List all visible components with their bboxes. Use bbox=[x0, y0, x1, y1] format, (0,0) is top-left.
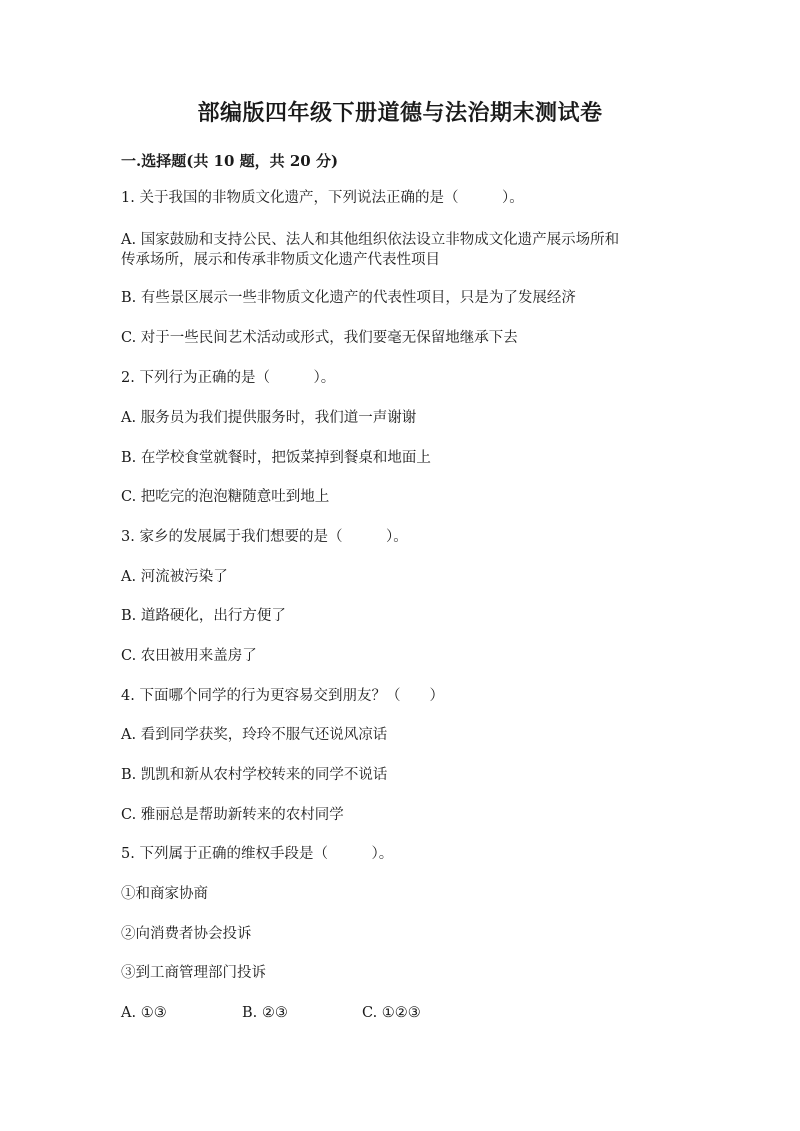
question-3-option-c: C. 农田被用来盖房了 bbox=[121, 648, 257, 664]
question-1-option-a-line1: A. 国家鼓励和支持公民、法人和其他组织依法设立非物成文化遗产展示场所和 bbox=[121, 232, 620, 248]
question-2-stem: 2. 下列行为正确的是（ ）。 bbox=[121, 370, 336, 386]
question-1-option-a-line2: 传承场所，展示和传承非物质文化遗产代表性项目 bbox=[121, 252, 440, 268]
page-title: 部编版四年级下册道德与法治期末测试卷 bbox=[197, 100, 603, 126]
question-4-option-a: A. 看到同学获奖，玲玲不服气还说风凉话 bbox=[121, 727, 388, 743]
question-5-item-1: ①和商家协商 bbox=[121, 886, 208, 902]
question-5-item-2: ②向消费者协会投诉 bbox=[121, 926, 252, 942]
question-1-stem: 1. 关于我国的非物质文化遗产，下列说法正确的是（ ）。 bbox=[121, 190, 524, 206]
question-4-option-c: C. 雅丽总是帮助新转来的农村同学 bbox=[121, 807, 344, 823]
question-5-stem: 5. 下列属于正确的维权手段是（ ）。 bbox=[121, 846, 394, 862]
question-3-option-a: A. 河流被污染了 bbox=[121, 569, 228, 585]
question-2-option-b: B. 在学校食堂就餐时，把饭菜掉到餐桌和地面上 bbox=[121, 450, 431, 466]
question-4-stem: 4. 下面哪个同学的行为更容易交到朋友？（ ） bbox=[121, 688, 444, 704]
question-1-option-b: B. 有些景区展示一些非物质文化遗产的代表性项目，只是为了发展经济 bbox=[121, 290, 576, 306]
question-2-option-a: A. 服务员为我们提供服务时，我们道一声谢谢 bbox=[121, 410, 417, 426]
question-5-option-a: A. ①③ bbox=[121, 1005, 167, 1021]
question-5-item-3: ③到工商管理部门投诉 bbox=[121, 965, 266, 981]
question-1-option-c: C. 对于一些民间艺术活动或形式，我们要毫无保留地继承下去 bbox=[121, 330, 518, 346]
question-5-option-c: C. ①②③ bbox=[362, 1005, 421, 1021]
section-heading: 一.选择题(共 10 题，共 20 分) bbox=[121, 152, 339, 170]
question-3-option-b: B. 道路硬化，出行方便了 bbox=[121, 608, 286, 624]
question-5-option-b: B. ②③ bbox=[242, 1005, 288, 1021]
question-4-option-b: B. 凯凯和新从农村学校转来的同学不说话 bbox=[121, 767, 388, 783]
question-3-stem: 3. 家乡的发展属于我们想要的是（ ）。 bbox=[121, 529, 408, 545]
question-2-option-c: C. 把吃完的泡泡糖随意吐到地上 bbox=[121, 489, 330, 505]
